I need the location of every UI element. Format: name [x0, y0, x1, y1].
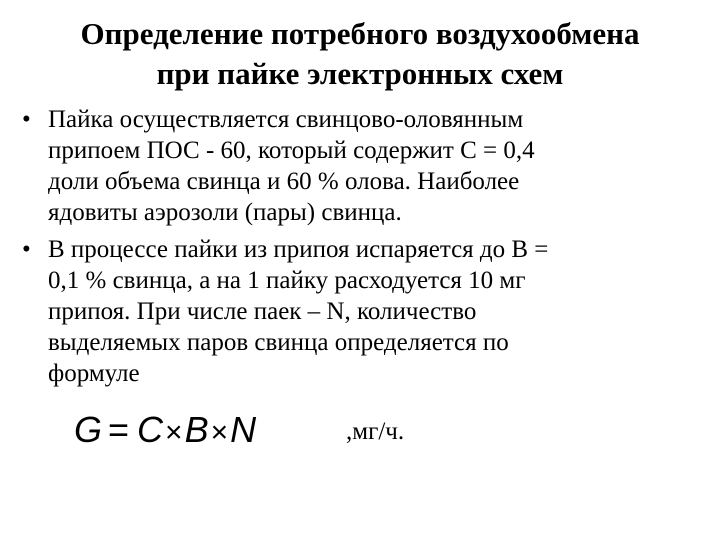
formula-n: N [230, 409, 257, 450]
title-line-2: при пайке электронных схем [156, 56, 564, 91]
bullet-item-2 [22, 234, 702, 389]
bullet-2-line-4: выделяемых паров свинца определяется по [48, 329, 509, 356]
bullet-1-line-2: припоем ПОС - 60, который содержит C = 0,4 [48, 137, 535, 164]
formula-equals: = [108, 409, 130, 450]
bullet-2-line-5: формуле [48, 360, 140, 387]
bullet-1-line-4: ядовиты аэрозоли (пары) свинца. [48, 199, 402, 226]
bullet-item-1 [22, 104, 702, 228]
slide-title [0, 14, 720, 94]
bullet-list [22, 104, 702, 395]
bullet-icon: • [22, 106, 31, 133]
bullet-icon: • [22, 236, 31, 263]
formula-unit: ,мг/ч. [346, 418, 405, 445]
bullet-1-line-3: доли объема свинца и 60 % олова. Наиболее [48, 168, 520, 195]
formula-times-1: × [165, 416, 183, 449]
formula-row [74, 408, 534, 452]
bullet-2-line-2: 0,1 % свинца, а на 1 пайку расходуется 10 мг [48, 267, 526, 294]
formula-g: G [74, 409, 103, 450]
lead-vapor-formula [74, 408, 256, 455]
bullet-1-line-1: Пайка осуществляется свинцово-оловянным [48, 106, 524, 133]
formula-b: B [184, 409, 209, 450]
formula-times-2: × [210, 416, 229, 449]
bullet-2-line-1: В процессе пайки из припоя испаряется до B = [48, 236, 549, 263]
bullet-2-line-3: припоя. При числе паек – N, количество [48, 298, 477, 325]
formula-c: C [137, 409, 164, 450]
title-line-1: Определение потребного воздухообмена [80, 16, 640, 51]
